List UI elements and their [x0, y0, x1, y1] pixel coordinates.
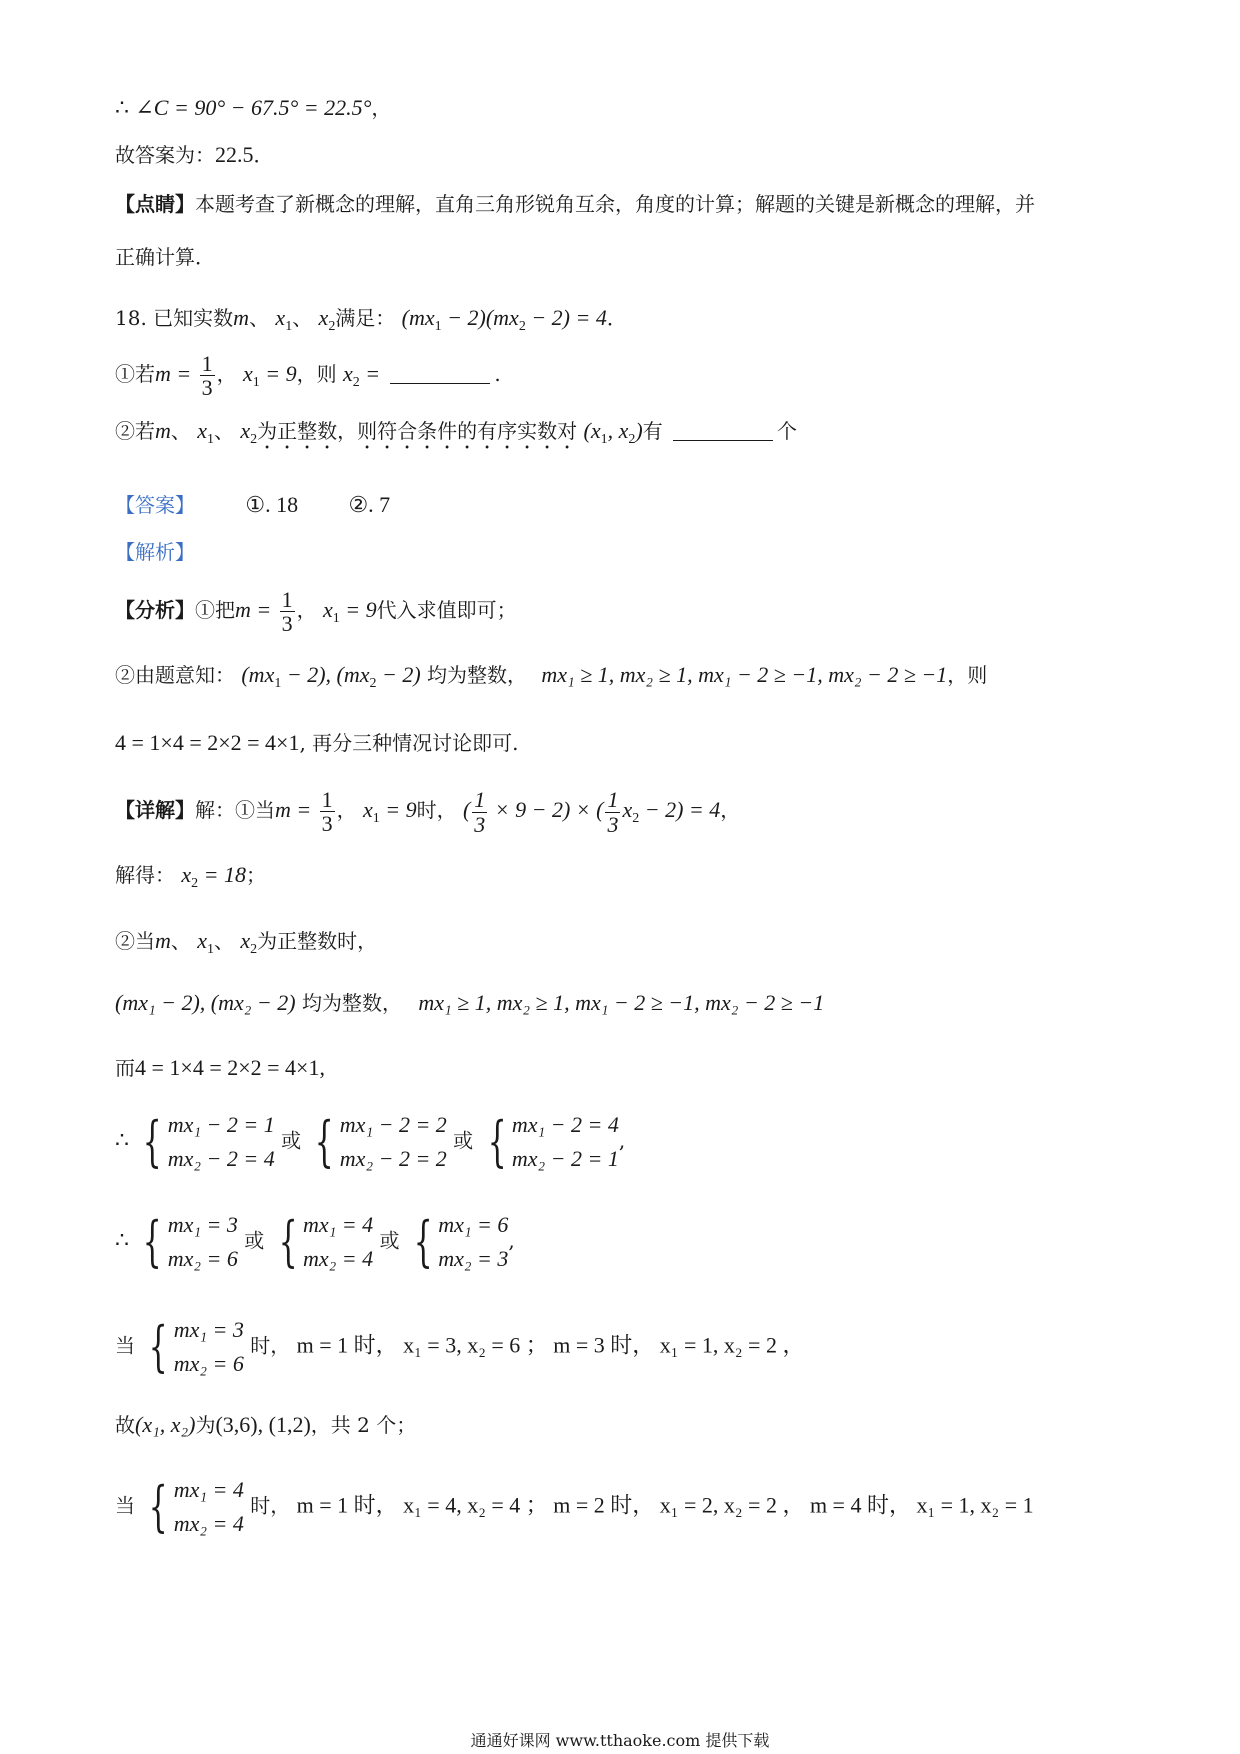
dianjing-text-1: 本题考查了新概念的理解，直角三角形锐角互余，角度的计算；解题的关键是新概念的理解，并	[195, 192, 1035, 216]
solve-text: 解得：	[115, 863, 175, 887]
count-text: ，共 2 个；	[310, 1413, 417, 1437]
expr-part: − 2) = 4	[639, 797, 721, 823]
sub-question-label: ②若	[115, 419, 155, 443]
sep: 、	[249, 306, 270, 330]
eq: mx₂ − 2 = 1	[511, 1146, 619, 1172]
case-1-system: { mx₁ = 3 mx₂ = 6	[141, 1313, 244, 1381]
answer-statement	[115, 142, 274, 168]
part2-detail-line	[115, 928, 377, 959]
frac-den: 3	[607, 811, 619, 837]
answer-line	[115, 492, 390, 518]
eq: mx₁ = 4	[173, 1477, 244, 1502]
var-x1: $x_1$	[197, 418, 215, 447]
pair-part: (x	[583, 418, 601, 443]
when-text: 时，	[250, 1493, 291, 1518]
conclusion-angle-line	[115, 95, 391, 121]
eq: mx₁ = 3	[173, 1317, 244, 1342]
frac-den: 3	[281, 611, 293, 637]
detail-text: 均为整数，	[301, 991, 402, 1015]
punct: ,	[508, 1228, 515, 1253]
fenxi-line-2	[115, 662, 987, 693]
case-1-line	[115, 1313, 804, 1381]
integer-expressions: $(mx_1 - 2)$, $(mx_2 - 2)$	[241, 662, 421, 691]
punct: .	[494, 362, 501, 387]
system-b: { mx₁ = 4 mx₂ = 4	[271, 1208, 374, 1276]
x1-equals: $x_1 = 9$	[322, 597, 377, 627]
equation-systems-2	[115, 1208, 515, 1276]
when-text: 时，	[250, 1333, 291, 1358]
frac-den: 3	[321, 811, 333, 837]
or-text: 或	[453, 1128, 474, 1153]
system-a: { mx₁ = 3 mx₂ = 6	[135, 1208, 238, 1276]
eq: mx₂ = 4	[173, 1511, 244, 1537]
therefore-symbol: ∴	[115, 1227, 129, 1253]
x2-result: $x_2 = 18$	[181, 862, 246, 891]
case-1-results: m = 1 时， x₁ = 3, x₂ = 6 ； m = 3 时， x₁ = 1, x₂ = 2 ，	[296, 1332, 805, 1358]
fenxi-line-3	[115, 730, 519, 756]
case-2-line	[115, 1473, 1034, 1541]
answer-2: ②. 7	[348, 492, 391, 517]
m-equals: m =	[235, 597, 272, 623]
substitution-equation: ( $\frac{1}{3}$ × 9 − 2) × ( $\frac{1}{3}$ $x_2 - 2) = 4$	[462, 787, 721, 837]
factorization: 4 = 1×4 = 2×2 = 4×1	[115, 730, 300, 755]
unit-text: 个	[777, 419, 798, 443]
page-footer: 通通好课网 www.tthaoke.com 提供下载	[470, 1731, 770, 1750]
factor-line	[115, 1055, 325, 1081]
var-x2: $x_2$	[240, 418, 258, 447]
so-text: 故	[115, 1413, 135, 1437]
sub-question-2	[115, 418, 797, 454]
x1-val: = 9	[259, 361, 297, 387]
integer-expressions: (mx₁ − 2), (mx₂ − 2)	[115, 990, 296, 1015]
expr-part: (mx	[241, 662, 275, 687]
question-lead: 18. 已知实数	[115, 306, 234, 330]
var-x2: $x_2$	[240, 928, 258, 957]
x1-equals: $x_1 = 9$	[242, 361, 297, 391]
x1-var: x	[322, 597, 333, 623]
system-c: { mx₁ = 6 mx₂ = 3	[406, 1208, 509, 1276]
punct: ，	[371, 96, 392, 120]
fenxi-text: 代入求值即可；	[376, 598, 517, 623]
expr-part: − 2)	[376, 662, 421, 687]
dianjing-text-2: 正确计算．	[115, 245, 215, 269]
fraction-one-third	[280, 588, 295, 635]
fenxi-line-1	[115, 588, 517, 635]
x2-var: x	[181, 862, 192, 887]
case-2-results: m = 1 时， x₁ = 4, x₂ = 4 ； m = 2 时， x₁ = 2, x₂ = 2 ， m = 4 时， x₁ = 1, x₂ = 1	[296, 1492, 1034, 1518]
detail-text: 时，	[416, 798, 457, 823]
expr-part: × 9 − 2) × (	[489, 797, 604, 823]
x1-var: x	[362, 797, 373, 823]
answer-blank-1	[390, 363, 490, 384]
eq-part: (mx	[401, 305, 435, 330]
var-x1: $x_1$	[275, 305, 293, 334]
sep: 、	[214, 419, 235, 443]
is-text: 为	[195, 1413, 216, 1437]
fenxi-text: ，则	[947, 663, 988, 687]
eq: mx₂ − 2 = 2	[339, 1146, 447, 1172]
m-equals: m =	[155, 361, 192, 387]
frac-den: 3	[201, 375, 213, 401]
expr-part: (	[462, 797, 471, 823]
eq: mx₂ = 6	[173, 1351, 244, 1377]
punct: ．	[606, 306, 627, 330]
ordered-pair: ($x_1$, $x_2$)	[583, 418, 643, 447]
fenxi-text: 均为整数，	[427, 663, 528, 687]
fraction-one-third	[200, 352, 215, 399]
fenxi-text: , 再分三种情况讨论即可.	[299, 731, 519, 755]
eq: mx₂ = 4	[302, 1246, 374, 1272]
then-text: ，则	[296, 362, 337, 387]
punct: ．	[253, 143, 274, 167]
var-x2: $x_2$	[318, 305, 336, 334]
sep: 、	[292, 306, 313, 330]
fenxi-tag: 【分析】	[115, 598, 195, 623]
system-a: { mx₁ − 2 = 1 mx₂ − 2 = 4	[135, 1108, 274, 1176]
sub-question-label: ②当	[115, 929, 155, 953]
eq: mx₁ = 4	[302, 1212, 374, 1237]
dianjing-tag: 【点睛】	[115, 192, 195, 216]
ordered-pair: (x₁, x₂)	[135, 1412, 196, 1437]
fenxi-text: ①把	[195, 598, 235, 623]
or-text: 或	[379, 1228, 400, 1253]
punct: ，	[216, 362, 237, 387]
question-18-stem	[115, 305, 627, 336]
therefore-symbol: ∴	[115, 95, 129, 120]
inequalities: mx₁ ≥ 1, mx₂ ≥ 1, mx₁ − 2 ≥ −1, mx₂ − 2 ≥ −1	[418, 990, 825, 1015]
eq: mx₁ = 6	[438, 1212, 509, 1237]
detail-text: 而	[115, 1056, 135, 1080]
answer-prefix: 故答案为：	[115, 143, 215, 167]
solve-line	[115, 862, 266, 893]
system-b: { mx₁ − 2 = 2 mx₂ − 2 = 2	[307, 1108, 446, 1176]
sep: 、	[170, 419, 191, 443]
therefore-symbol: ∴	[115, 1127, 129, 1153]
x2-val: = 18	[198, 862, 246, 887]
cond-text: 满足：	[335, 306, 396, 330]
x1-val: = 9	[339, 597, 377, 623]
answer-blank-2	[673, 420, 773, 441]
eq: mx₂ − 2 = 4	[167, 1146, 275, 1172]
frac-num: 1	[607, 787, 619, 813]
sub-question-label: ①若	[115, 362, 155, 387]
x2-equals: $x_2$ =	[342, 361, 381, 391]
eq-part: − 2)(mx	[441, 305, 519, 330]
factorization: 4 = 1×4 = 2×2 = 4×1,	[135, 1055, 325, 1080]
x1-var: x	[242, 361, 253, 387]
condition-text: 为正整数，则符合条件的有序实数对	[257, 419, 578, 443]
dianjing-line-2	[115, 245, 215, 269]
when-text: 当	[115, 1333, 135, 1358]
frac-num: 1	[321, 787, 333, 812]
sep: 、	[214, 929, 235, 953]
eq-part: − 2) = 4	[525, 305, 607, 330]
punct: ，	[296, 598, 317, 623]
detail-text: 为正整数时，	[257, 929, 378, 953]
inequalities: mx₁ ≥ 1, mx₂ ≥ 1, mx₁ − 2 ≥ −1, mx₂ − 2 ≥ −1	[541, 662, 948, 687]
pair-part: , x	[607, 418, 629, 443]
sep: 、	[170, 929, 191, 953]
x2-var: x	[342, 361, 353, 387]
analysis-tag: 【解析】	[115, 540, 195, 564]
eq: mx₁ − 2 = 4	[511, 1112, 619, 1137]
answer-1: ①. 18	[245, 492, 299, 517]
var-m: m	[155, 928, 171, 953]
case-1-conclusion	[115, 1412, 416, 1438]
sub-question-1	[115, 352, 501, 399]
detail-line-1	[115, 788, 740, 836]
answer-tag: 【答案】	[115, 493, 195, 517]
pair-part: )	[635, 418, 643, 443]
punct: ,	[618, 1128, 626, 1153]
var-m: m	[155, 418, 171, 443]
equation-systems-1	[115, 1108, 625, 1176]
x1-val: = 9	[379, 797, 417, 823]
x2-eq: =	[359, 361, 381, 387]
frac-num: 1	[474, 787, 486, 813]
punct: ，	[720, 798, 741, 823]
equation: $(mx_1 - 2)(mx_2 - 2) = 4$	[401, 305, 607, 334]
frac-num: 1	[281, 587, 293, 612]
when-text: 当	[115, 1493, 135, 1518]
fenxi-text: ②由题意知：	[115, 663, 235, 687]
eq: mx₁ − 2 = 1	[167, 1112, 275, 1137]
punct: ，	[336, 798, 357, 823]
case-2-system: { mx₁ = 4 mx₂ = 4	[141, 1473, 244, 1541]
integer-line	[115, 990, 824, 1016]
dianjing-line-1	[115, 192, 1035, 216]
frac-num: 1	[201, 351, 213, 376]
system-c: { mx₁ − 2 = 4 mx₂ − 2 = 1	[480, 1108, 619, 1176]
answer-value: 22.5	[215, 142, 254, 167]
detail-text: 解：①当	[195, 798, 275, 823]
m-equals: m =	[275, 797, 312, 823]
eq: mx₁ − 2 = 2	[339, 1112, 447, 1137]
detail-tag: 【详解】	[115, 798, 195, 823]
eq: mx₁ = 3	[167, 1212, 238, 1237]
expr-part: x	[622, 797, 633, 823]
expr-part: − 2), (mx	[281, 662, 370, 687]
angle-expression: ∠C = 90° − 67.5° = 22.5°	[135, 95, 372, 120]
var-m: m	[233, 305, 250, 330]
fraction-one-third	[320, 788, 335, 835]
x1-equals: $x_1 = 9$	[362, 797, 417, 827]
eq: mx₂ = 3	[438, 1246, 509, 1272]
or-text: 或	[281, 1128, 302, 1153]
eq: mx₂ = 6	[167, 1246, 238, 1272]
has-text: 有	[642, 419, 663, 443]
punct: ；	[245, 863, 266, 887]
var-x1: $x_1$	[197, 928, 215, 957]
frac-den: 3	[474, 811, 486, 837]
or-text: 或	[244, 1228, 265, 1253]
pair-values: (3,6), (1,2)	[215, 1412, 311, 1437]
